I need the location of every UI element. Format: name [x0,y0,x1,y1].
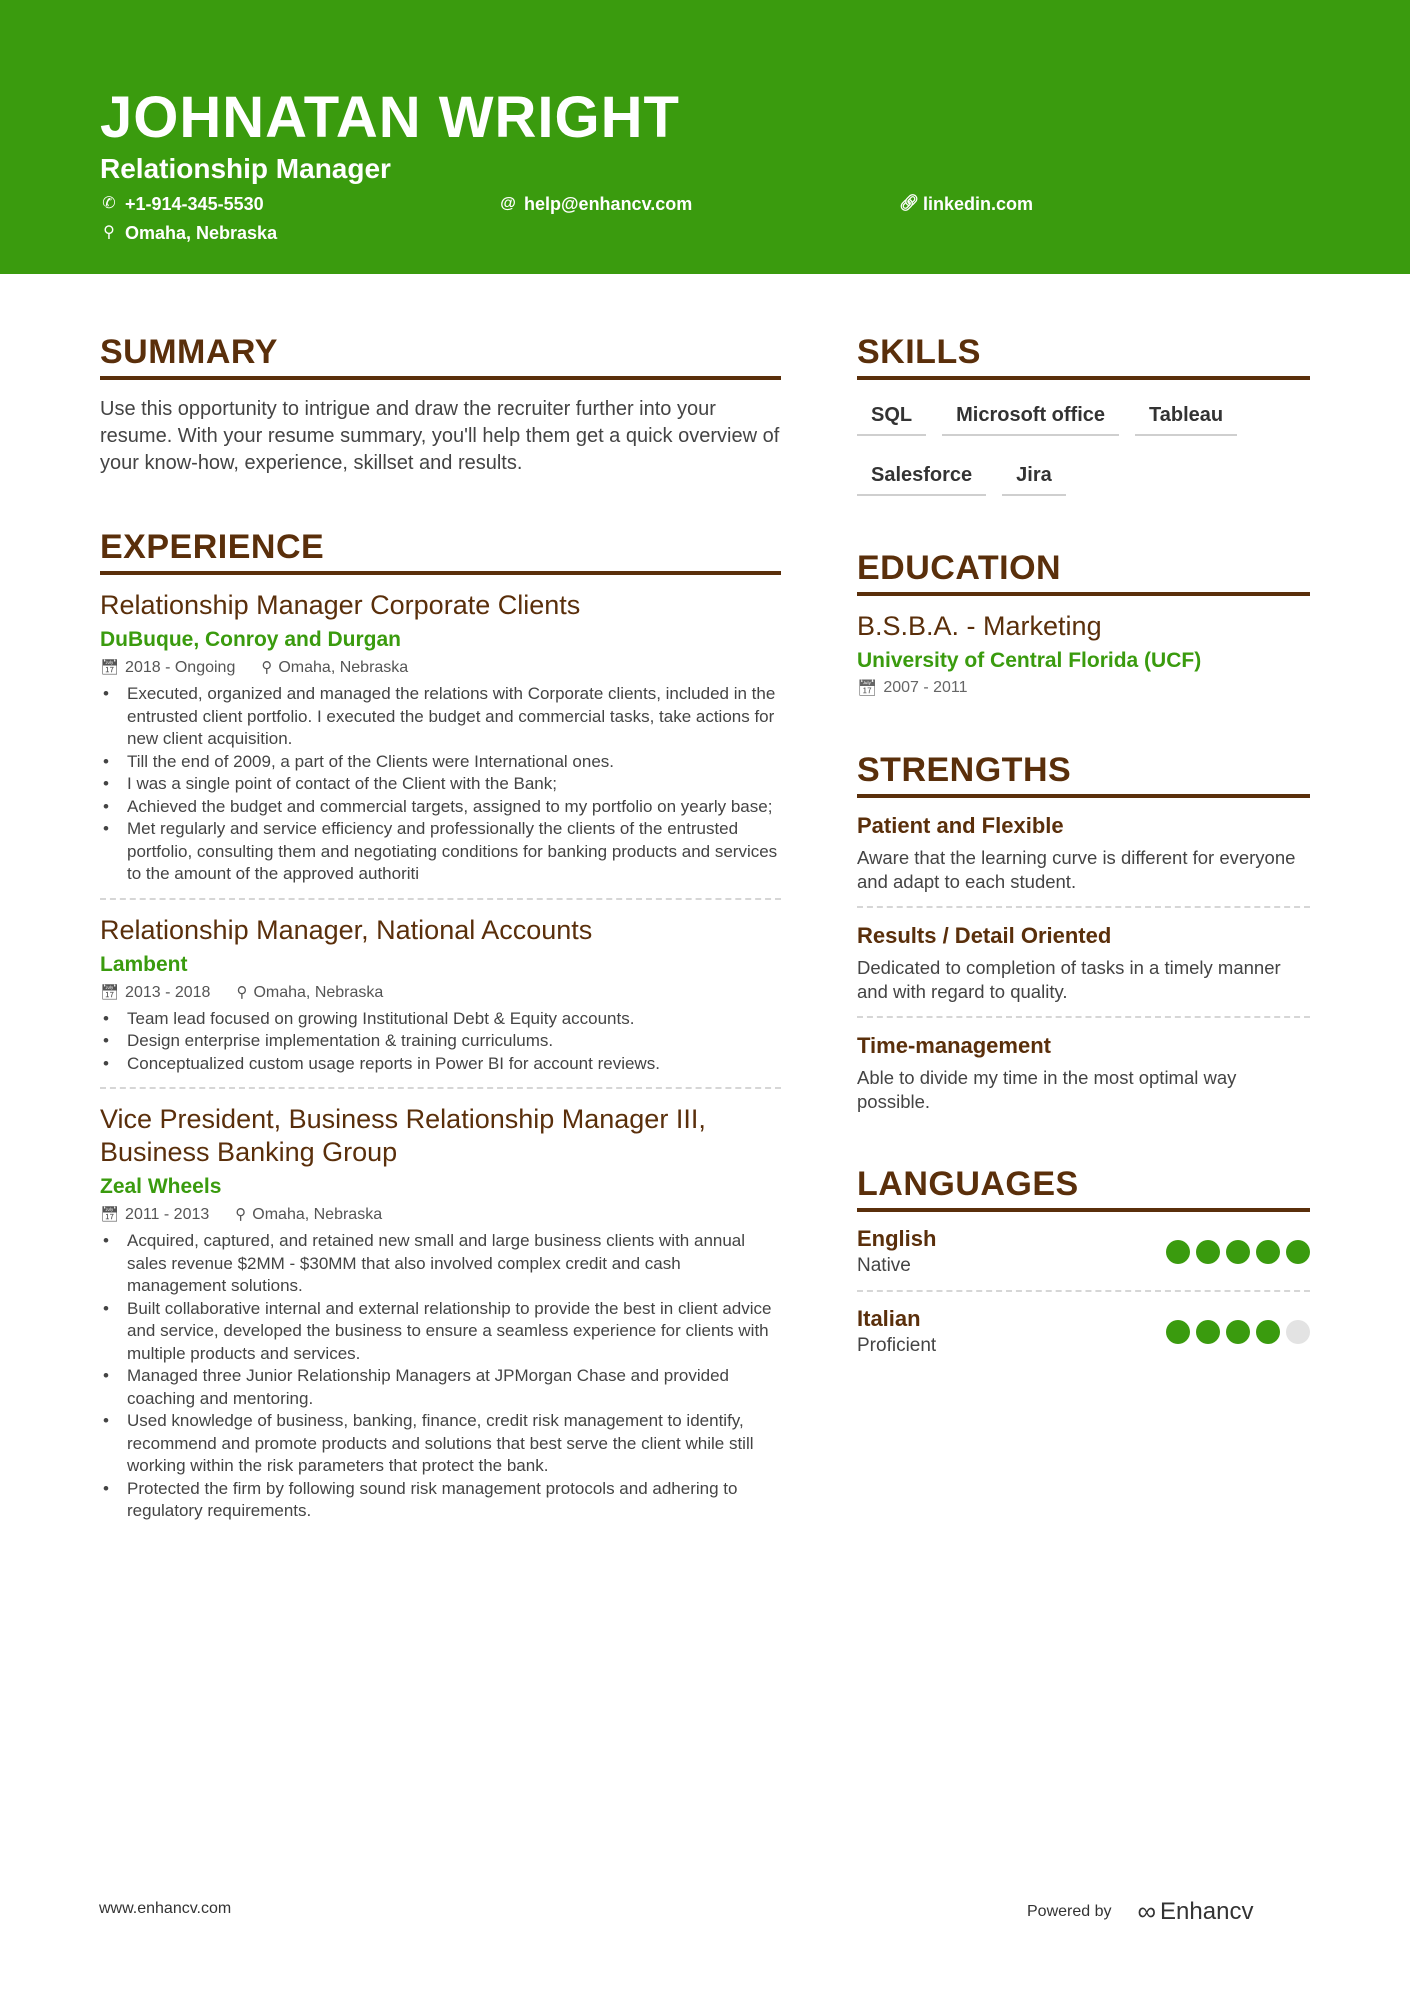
rating-dot-filled [1256,1240,1280,1264]
job-company: Lambent [100,952,188,976]
rating-dot-empty [1286,1320,1310,1344]
languages-section [857,1162,1310,1370]
language-name: Italian [857,1306,921,1331]
language-rating [1160,1320,1310,1344]
job-location-text: Omaha, Nebraska [252,1206,383,1223]
skill-tag: Jira [1002,458,1066,496]
strength-item [857,798,1310,906]
job-bullet: • Used knowledge of business, banking, finance, credit risk management to identify, recommend and promote products and solutions that best serve the client while still working within the risk parameters that protect the bank. [100,1410,781,1478]
skills-list [857,398,1310,518]
job-location [261,657,408,679]
calendar-icon: 📅︎ [100,1206,120,1223]
resume-header [0,0,1410,274]
rating-dot-filled [1166,1320,1190,1344]
strength-text: Able to divide my time in the most optimal way possible. [857,1067,1237,1112]
summary-heading: SUMMARY [100,330,781,380]
language-item [857,1212,1310,1290]
rating-dot-filled [1226,1240,1250,1264]
job-company: DuBuque, Conroy and Durgan [100,628,401,651]
language-name: English [857,1226,937,1251]
email-text: help@enhancv.com [524,194,693,214]
education-dates: 2007 - 2011 [883,679,968,696]
skill-tag: Microsoft office [942,398,1119,436]
language-level: Proficient [857,1335,937,1356]
contact-linkedin[interactable] [899,193,1033,215]
location-pin-icon: ⚲ [235,1206,247,1223]
skill-tag: Salesforce [857,458,986,496]
languages-heading: LANGUAGES [857,1162,1310,1212]
rating-dot-filled [1166,1240,1190,1264]
job-bullet: • Acquired, captured, and retained new small and large business clients with annual sales revenue $2MM - $30MM that also involved complex credit and cash management solutions. [100,1230,781,1298]
rating-dot-filled [1286,1240,1310,1264]
linkedin-text: linkedin.com [923,194,1034,214]
strengths-heading: STRENGTHS [857,748,1310,798]
job-dates: 2013 - 2018 [125,983,211,1001]
job-dates: 2011 - 2013 [125,1206,210,1223]
location-pin-icon: ⚲ [236,983,248,1001]
job-bullet: • Design enterprise implementation & training curriculums. [100,1030,781,1053]
job-company: Zeal Wheels [100,1175,222,1198]
contact-phone[interactable] [101,193,264,215]
job-bullet: • Team lead focused on growing Institutional Debt & Equity accounts. [100,1008,781,1031]
job-entry [100,1087,781,1535]
job-entry [100,898,781,1088]
job-location [236,982,383,1004]
skills-heading: SKILLS [857,330,1310,380]
phone-text: +1-914-345-5530 [125,194,264,214]
strength-item [857,1016,1310,1126]
strength-item [857,906,1310,1016]
contact-location [101,222,277,244]
right-column [857,330,1310,1370]
strength-title: Patient and Flexible [857,813,1064,838]
job-entry [100,575,781,898]
strength-title: Time-management [857,1033,1051,1058]
strength-text: Dedicated to completion of tasks in a timely manner and with regard to quality. [857,957,1281,1002]
job-location-text: Omaha, Nebraska [253,983,384,1001]
phone-icon: ✆ [102,195,116,212]
job-bullet: • Protected the firm by following sound risk management protocols and adhering to regulatory requirements. [100,1478,781,1523]
enhancv-logo-icon: ∞ [1137,1896,1153,1926]
location-text: Omaha, Nebraska [125,223,278,243]
job-title: Relationship Manager Corporate Clients [100,590,581,620]
rating-dot-filled [1196,1240,1220,1264]
job-bullet: • I was a single point of contact of the Client with the Bank; [100,773,781,796]
contact-email[interactable] [500,193,692,215]
calendar-icon: 📅︎ [100,659,120,676]
rating-dot-filled [1256,1320,1280,1344]
job-title: Vice President, Business Relationship Manager III, Business Banking Group [100,1104,706,1167]
link-icon: 🔗︎ [899,195,920,212]
job-location-text: Omaha, Nebraska [278,659,409,676]
rating-dot-filled [1196,1320,1220,1344]
job-bullets [100,1230,781,1523]
job-title: Relationship Manager, National Accounts [100,914,593,945]
education-section [857,546,1310,698]
footer-branding [1027,1896,1253,1927]
location-pin-icon: ⚲ [103,224,115,241]
job-bullets [100,683,781,886]
language-level: Native [857,1255,911,1276]
job-meta [100,1204,781,1226]
rating-dot-filled [1226,1320,1250,1344]
job-bullet: • Met regularly and service efficiency and professionally the clients of the entrusted portfolio, consulting them and negotiating conditions for banking products and services to the amount of the approved authoriti [100,818,781,886]
job-meta [100,982,781,1004]
strength-title: Results / Detail Oriented [857,923,1112,948]
job-bullet: • Till the end of 2009, a part of the Clients were International ones. [100,751,781,774]
skills-section [857,330,1310,518]
skill-tag: Tableau [1135,398,1237,436]
experience-heading: EXPERIENCE [100,525,781,575]
strengths-section [857,748,1310,1126]
footer-website[interactable]: www.enhancv.com [99,1900,232,1917]
summary-text: Use this opportunity to intrigue and draw the recruiter further into your resume. With your resume summary, you'll help them get a quick overview of your know-how, experience, skillset and results. [100,398,780,474]
candidate-title: Relationship Manager [100,153,391,184]
location-pin-icon: ⚲ [261,659,273,676]
education-school: University of Central Florida (UCF) [857,649,1202,672]
candidate-name: JOHNATAN WRIGHT [100,85,680,150]
experience-section [100,525,781,1535]
education-degree: B.S.B.A. - Marketing [857,611,1102,641]
powered-by-label: Powered by [1027,1902,1112,1920]
job-bullet: • Managed three Junior Relationship Managers at JPMorgan Chase and provided coaching and mentoring. [100,1365,781,1410]
job-meta [100,657,781,679]
job-dates: 2018 - Ongoing [125,659,236,676]
language-rating [1160,1240,1310,1264]
job-bullet: • Executed, organized and managed the relations with Corporate clients, included in the entrusted client portfolio. I executed the budget and commercial tasks, take actions for new client acquisition. [100,683,781,751]
calendar-icon: 📅︎ [857,680,878,697]
strength-text: Aware that the learning curve is different for everyone and adapt to each student. [857,847,1296,892]
calendar-icon: 📅︎ [100,983,120,1001]
summary-section [100,330,781,477]
education-heading: EDUCATION [857,546,1310,596]
job-bullets [100,1008,781,1076]
job-bullet: • Built collaborative internal and external relationship to provide the best in client advice and service, developed the business to ensure a seamless experience for clients with multiple products and services. [100,1298,781,1366]
brand-name: Enhancv [1160,1897,1254,1925]
left-column [100,330,781,1535]
skill-tag: SQL [857,398,926,436]
job-bullet: • Conceptualized custom usage reports in Power BI for account reviews. [100,1053,781,1076]
job-location [235,1204,382,1226]
at-icon: @ [500,195,516,212]
language-item [857,1290,1310,1370]
education-meta [857,678,1310,698]
job-bullet: • Achieved the budget and commercial targets, assigned to my portfolio on yearly base; [100,796,781,819]
